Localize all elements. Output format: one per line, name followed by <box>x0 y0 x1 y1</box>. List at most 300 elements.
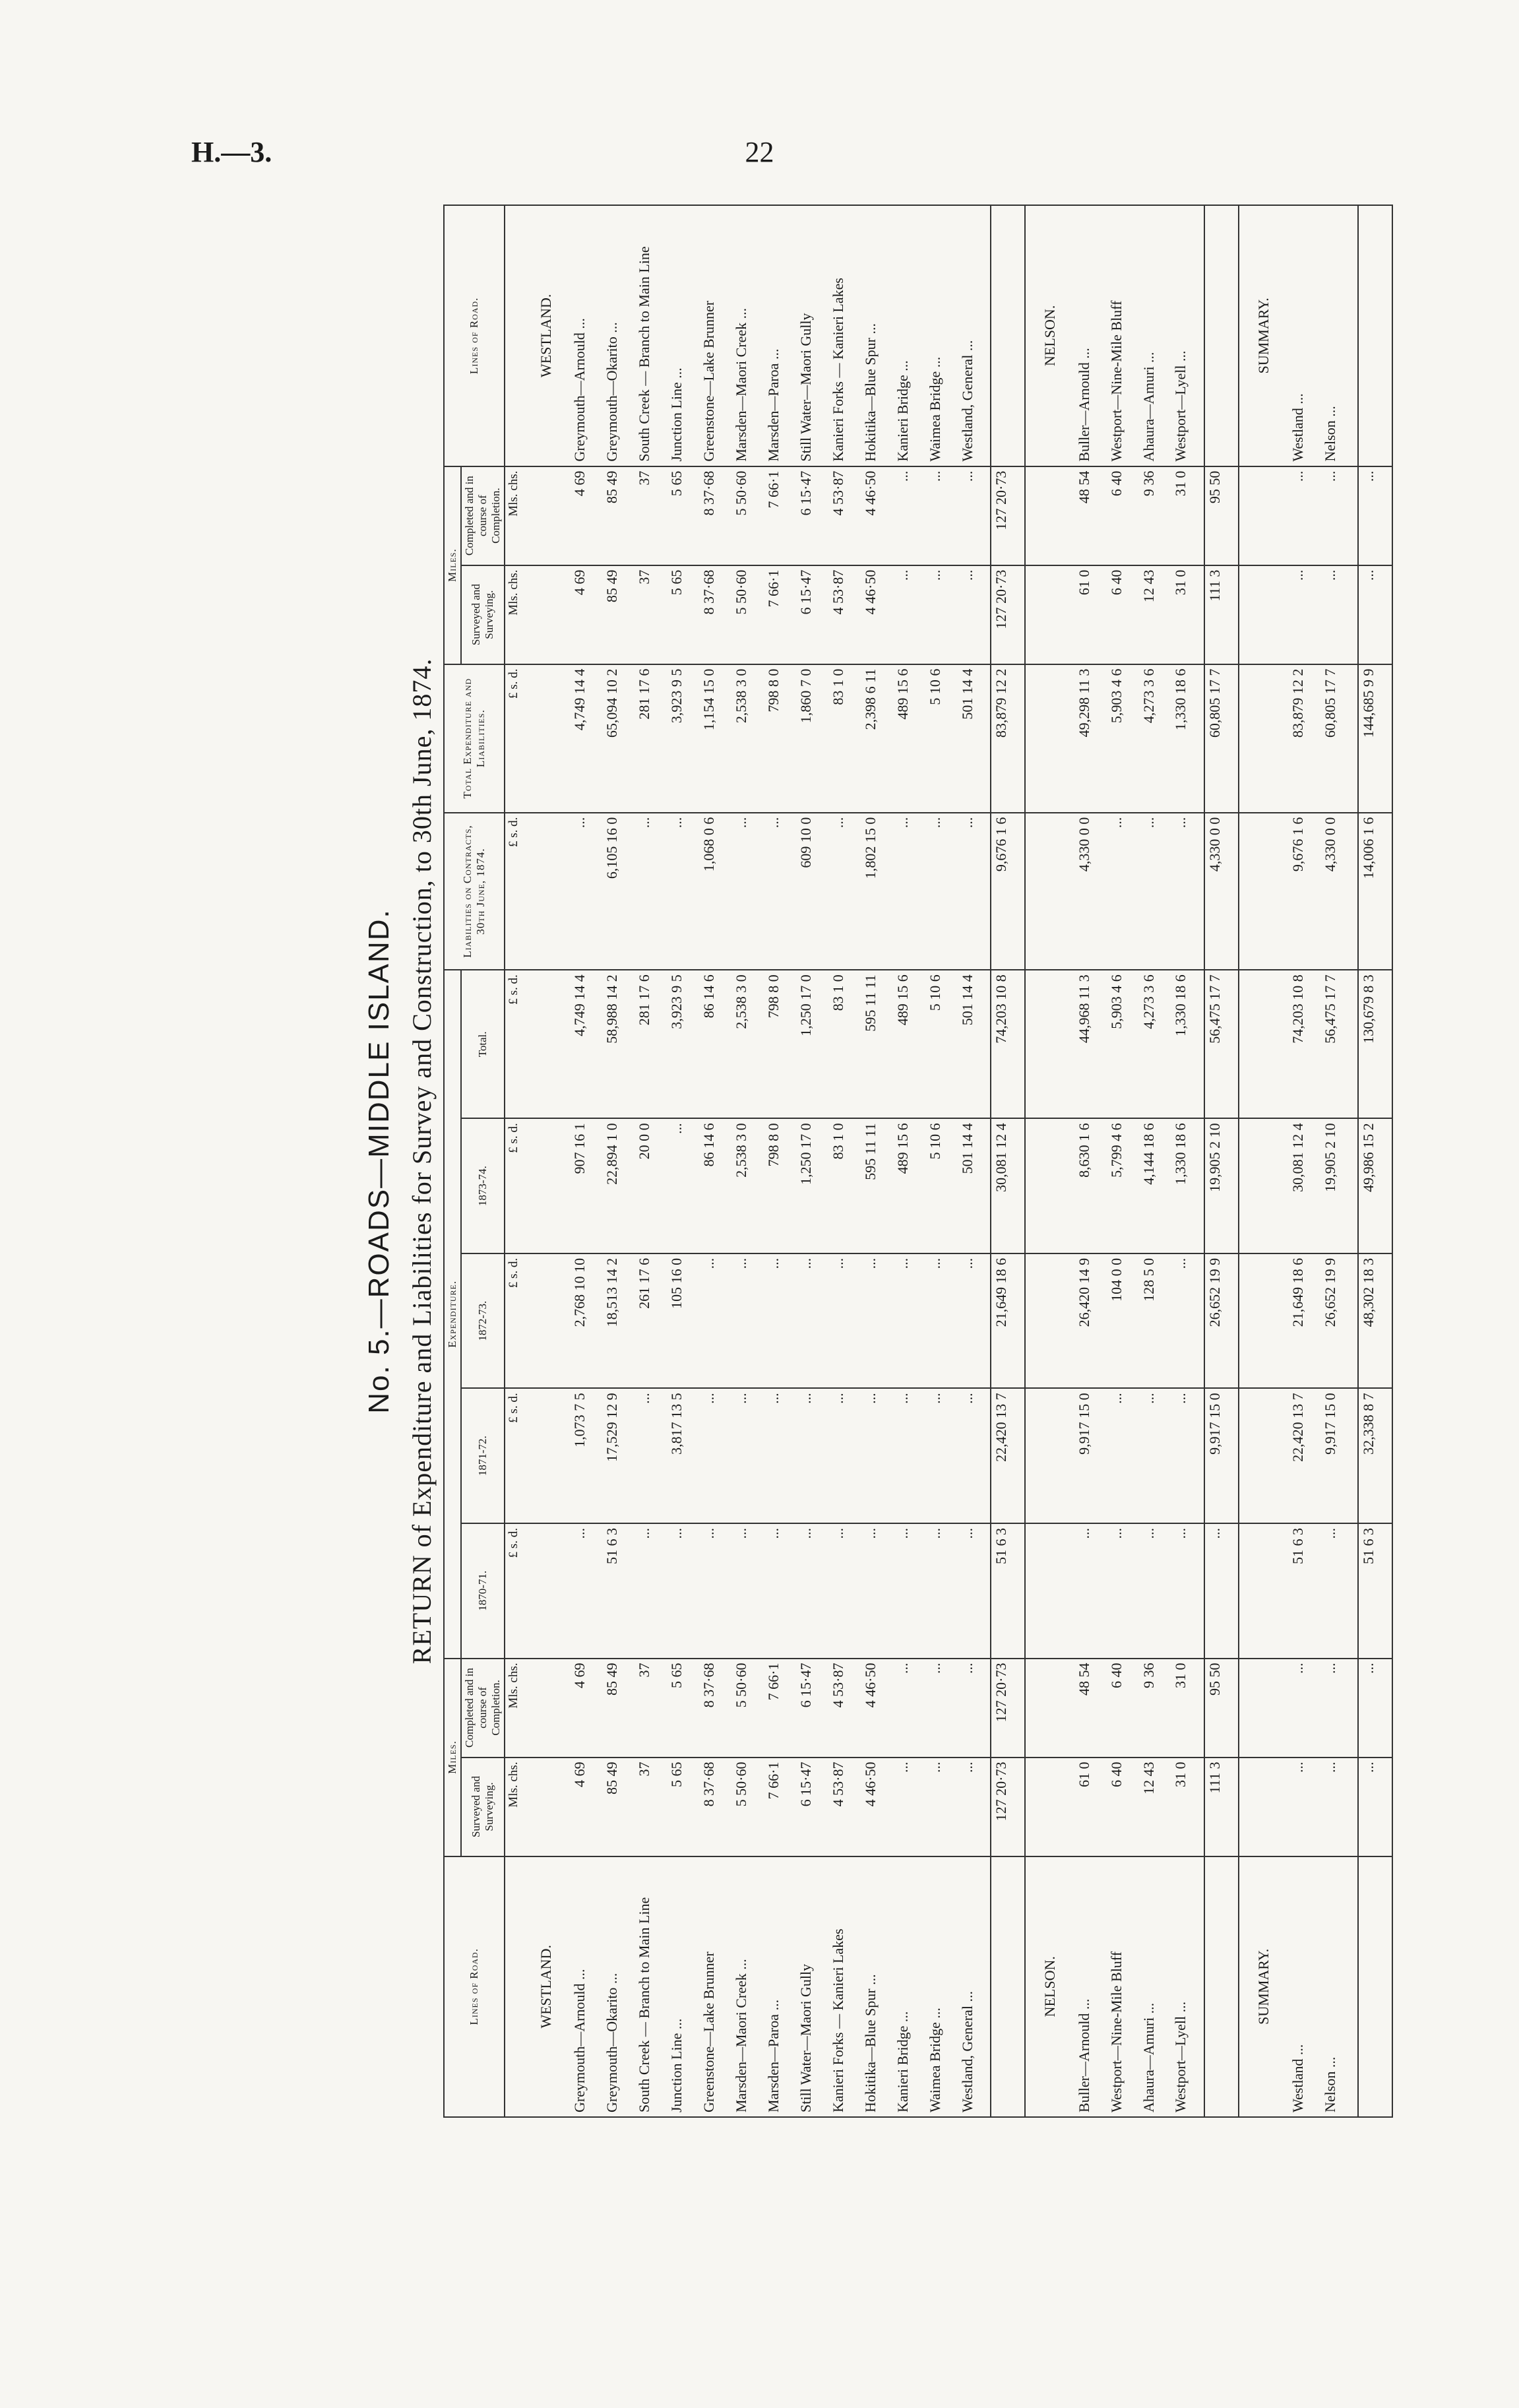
cell-y1872: ... <box>925 1253 958 1389</box>
road-name: Kanieri Forks — Kanieri Lakes <box>828 1856 861 2117</box>
table-row <box>1107 205 1139 2117</box>
cell-liab: ... <box>1171 813 1204 970</box>
cell-y1872: ... <box>1171 1253 1204 1389</box>
cell-y1871: ... <box>958 1388 991 1523</box>
empty-cell <box>1239 664 1251 813</box>
cell-y1872: ... <box>731 1253 764 1389</box>
cell-grand: 1,154 15 0 <box>699 664 731 813</box>
cell-grand: 4,749 14 4 <box>570 664 602 813</box>
road-name-empty <box>1204 205 1239 466</box>
cell-y1873: 1,330 18 6 <box>1171 1118 1204 1253</box>
rotated-return-table <box>357 205 1403 2118</box>
road-name: Westport—Lyell ... <box>1171 1856 1204 2117</box>
cell-total: 1,250 17 0 <box>796 970 828 1118</box>
empty-cell <box>1352 1253 1357 1389</box>
unit-miles: Mls. chs. <box>505 466 534 565</box>
cell-y1872: 18,513 14 2 <box>602 1253 635 1389</box>
cell-y1871: ... <box>1139 1388 1171 1523</box>
table-body <box>505 205 1392 2117</box>
cell-y1871: ... <box>1107 1388 1139 1523</box>
cell-surv-right: 5 65 <box>667 565 699 664</box>
cell-y1872: 21,649 18 6 <box>991 1253 1025 1389</box>
road-name-right: Waimea Bridge ... <box>925 205 958 466</box>
cell-y1873: 4,144 18 6 <box>1139 1118 1171 1253</box>
cell-comp-right: 5 65 <box>667 466 699 565</box>
empty-cell <box>1239 1659 1251 1758</box>
empty-cell <box>1239 205 1251 466</box>
empty-cell <box>1239 1758 1251 1856</box>
table-row <box>1171 205 1204 2117</box>
cell-surv-right: 37 <box>635 565 667 664</box>
cell-y1873: 595 11 11 <box>861 1118 893 1253</box>
cell-grand: 501 14 4 <box>958 664 991 813</box>
table-row <box>958 205 991 2117</box>
empty-cell <box>1038 1388 1074 1523</box>
road-name-right: Buller—Arnould ... <box>1074 205 1107 466</box>
cell-comp-right: 8 37·68 <box>699 466 731 565</box>
cell-total: 83 1 0 <box>828 970 861 1118</box>
cell-surv-right: ... <box>1320 565 1353 664</box>
cell-grand: 83,879 12 2 <box>991 664 1025 813</box>
header-surveyed-right: Surveyed and Surveying. <box>461 565 505 664</box>
cell-y1873: 2,538 3 0 <box>731 1118 764 1253</box>
cell-liab: 1,802 15 0 <box>861 813 893 970</box>
road-name: Ahaura—Amuri ... <box>1139 1856 1171 2117</box>
cell-liab: 14,006 1 6 <box>1358 813 1392 970</box>
cell-total: 4,273 3 6 <box>1139 970 1171 1118</box>
empty-cell <box>1251 1758 1287 1856</box>
road-name-right: Kanieri Forks — Kanieri Lakes <box>828 205 861 466</box>
road-name: Marsden—Paroa ... <box>764 1856 796 2117</box>
table-row <box>796 205 828 2117</box>
cell-y1870: ... <box>764 1523 796 1659</box>
empty-cell <box>1239 1388 1251 1523</box>
empty-cell <box>1025 1118 1038 1253</box>
empty-cell <box>1025 1758 1038 1856</box>
cell-surv: 12 43 <box>1139 1758 1171 1856</box>
cell-comp: ... <box>893 1659 925 1758</box>
cell-liab: ... <box>828 813 861 970</box>
cell-surv-right: 6 15·47 <box>796 565 828 664</box>
cell-comp: 37 <box>635 1659 667 1758</box>
table-row <box>570 205 602 2117</box>
cell-y1872: ... <box>828 1253 861 1389</box>
group-heading-westland <box>534 205 570 2117</box>
cell-total: 86 14 6 <box>699 970 731 1118</box>
empty-cell <box>1251 1659 1287 1758</box>
cell-y1871: ... <box>635 1388 667 1523</box>
cell-surv-right: 31 0 <box>1171 565 1204 664</box>
empty-cell <box>1038 466 1074 565</box>
cell-total: 489 15 6 <box>893 970 925 1118</box>
road-name-right: Westport—Nine-Mile Bluff <box>1107 205 1139 466</box>
empty-cell <box>1251 1523 1287 1659</box>
cell-comp-right: 5 50·60 <box>731 466 764 565</box>
cell-comp: ... <box>1288 1659 1320 1758</box>
page-number: 22 <box>745 136 774 168</box>
unit-money: £ s. d. <box>505 1388 534 1523</box>
cell-y1871: ... <box>699 1388 731 1523</box>
group-heading: SUMMARY. <box>1251 205 1287 466</box>
cell-surv: 7 66·1 <box>764 1758 796 1856</box>
road-name-right: Ahaura—Amuri ... <box>1139 205 1171 466</box>
cell-y1871: ... <box>925 1388 958 1523</box>
cell-y1872: ... <box>699 1253 731 1389</box>
cell-y1871: ... <box>893 1388 925 1523</box>
road-name: Waimea Bridge ... <box>925 1856 958 2117</box>
cell-surv: 127 20·73 <box>991 1758 1025 1856</box>
cell-y1871: ... <box>828 1388 861 1523</box>
cell-liab: ... <box>925 813 958 970</box>
cell-liab: 4,330 0 0 <box>1204 813 1239 970</box>
road-name: Westland ... <box>1288 1856 1320 2117</box>
cell-liab: ... <box>893 813 925 970</box>
cell-y1871: ... <box>731 1388 764 1523</box>
header-completed: Completed and in course of Completion. <box>461 1659 505 1758</box>
cell-grand: 65,094 10 2 <box>602 664 635 813</box>
cell-surv: ... <box>1358 1758 1392 1856</box>
cell-surv-right: 12 43 <box>1139 565 1171 664</box>
cell-surv: 85 49 <box>602 1758 635 1856</box>
cell-y1873: 8,630 1 6 <box>1074 1118 1107 1253</box>
cell-total: 5 10 6 <box>925 970 958 1118</box>
cell-comp-right: ... <box>958 466 991 565</box>
empty-cell <box>1025 466 1038 565</box>
cell-y1873: 83 1 0 <box>828 1118 861 1253</box>
cell-surv: ... <box>925 1758 958 1856</box>
empty-cell <box>1025 1253 1038 1389</box>
cell-y1872: ... <box>861 1253 893 1389</box>
empty-cell <box>1239 1118 1251 1253</box>
cell-y1872: ... <box>764 1253 796 1389</box>
westland-total-row <box>991 205 1025 2117</box>
cell-comp-right: 4 69 <box>570 466 602 565</box>
cell-comp-right: 48 54 <box>1074 466 1107 565</box>
header-surveyed: Surveyed and Surveying. <box>461 1758 505 1856</box>
cell-y1872: 2,768 10 10 <box>570 1253 602 1389</box>
group-heading: WESTLAND. <box>534 205 570 466</box>
cell-y1873: 30,081 12 4 <box>991 1118 1025 1253</box>
empty-cell <box>1025 813 1038 970</box>
cell-surv-right: ... <box>893 565 925 664</box>
cell-comp: 48 54 <box>1074 1659 1107 1758</box>
title-block <box>357 205 443 2118</box>
cell-grand: 281 17 6 <box>635 664 667 813</box>
cell-liab: ... <box>1139 813 1171 970</box>
page-reference: H.—3. <box>191 136 272 168</box>
empty-cell <box>1025 1523 1038 1659</box>
cell-comp: ... <box>1320 1659 1353 1758</box>
road-name: Buller—Arnould ... <box>1074 1856 1107 2117</box>
nelson-total-row <box>1204 205 1239 2117</box>
unit-miles: Mls. chs. <box>505 1758 534 1856</box>
cell-total: 130,679 8 3 <box>1358 970 1392 1118</box>
road-name-right: South Creek — Branch to Main Line <box>635 205 667 466</box>
unit-money: £ s. d. <box>505 1118 534 1253</box>
road-name: Kanieri Bridge ... <box>893 1856 925 2117</box>
road-name: Greymouth—Okarito ... <box>602 1856 635 2117</box>
empty-cell <box>1352 813 1357 970</box>
group-heading: WESTLAND. <box>534 1856 570 2117</box>
unit-money: £ s. d. <box>505 970 534 1118</box>
cell-y1872: 26,652 19 9 <box>1204 1253 1239 1389</box>
header-1872: 1872-73. <box>461 1253 505 1389</box>
empty-cell <box>1038 970 1074 1118</box>
empty-cell <box>1352 1523 1357 1659</box>
empty-cell <box>1038 1253 1074 1389</box>
cell-comp: 85 49 <box>602 1659 635 1758</box>
cell-surv-right: ... <box>925 565 958 664</box>
cell-y1870: ... <box>1204 1523 1239 1659</box>
cell-y1870: ... <box>1171 1523 1204 1659</box>
cell-y1871: ... <box>1171 1388 1204 1523</box>
empty-cell <box>1038 1523 1074 1659</box>
cell-comp-right: 127 20·73 <box>991 466 1025 565</box>
cell-liab: ... <box>1107 813 1139 970</box>
cell-total: 1,330 18 6 <box>1171 970 1204 1118</box>
empty-cell <box>1251 565 1287 664</box>
cell-y1872: ... <box>958 1253 991 1389</box>
group-heading: NELSON. <box>1038 1856 1074 2117</box>
cell-y1870: 51 6 3 <box>602 1523 635 1659</box>
cell-surv-right: 5 50·60 <box>731 565 764 664</box>
empty-cell <box>1239 1856 1251 2117</box>
cell-surv-right: ... <box>958 565 991 664</box>
empty-cell <box>1239 1523 1251 1659</box>
header-lines-of-road: Lines of Road. <box>444 1856 505 2117</box>
cell-total: 56,475 17 7 <box>1320 970 1353 1118</box>
cell-comp: 5 50·60 <box>731 1659 764 1758</box>
cell-y1871: 1,073 7 5 <box>570 1388 602 1523</box>
cell-y1872: 21,649 18 6 <box>1288 1253 1320 1389</box>
header-1871: 1871-72. <box>461 1388 505 1523</box>
road-name: Still Water—Maori Gully <box>796 1856 828 2117</box>
table-row <box>925 205 958 2117</box>
cell-comp: ... <box>958 1659 991 1758</box>
cell-y1871: 9,917 15 0 <box>1204 1388 1239 1523</box>
cell-total: 3,923 9 5 <box>667 970 699 1118</box>
cell-y1872: 104 0 0 <box>1107 1253 1139 1389</box>
header-1870: 1870-71. <box>461 1523 505 1659</box>
cell-comp-right: ... <box>1320 466 1353 565</box>
units-row <box>505 205 534 2117</box>
cell-total: 44,968 11 3 <box>1074 970 1107 1118</box>
cell-y1873: 489 15 6 <box>893 1118 925 1253</box>
cell-total: 281 17 6 <box>635 970 667 1118</box>
road-name-right: Still Water—Maori Gully <box>796 205 828 466</box>
cell-surv-right: 7 66·1 <box>764 565 796 664</box>
cell-y1870: ... <box>925 1523 958 1659</box>
cell-y1873: 907 16 1 <box>570 1118 602 1253</box>
cell-total: 4,749 14 4 <box>570 970 602 1118</box>
empty-cell <box>1025 1388 1038 1523</box>
empty-cell <box>1251 813 1287 970</box>
table-row <box>699 205 731 2117</box>
cell-comp: 31 0 <box>1171 1659 1204 1758</box>
road-name: Marsden—Maori Creek ... <box>731 1856 764 2117</box>
cell-liab: 4,330 0 0 <box>1320 813 1353 970</box>
table-row <box>1320 205 1353 2117</box>
cell-y1872: 26,652 19 9 <box>1320 1253 1353 1389</box>
header-expenditure: Expenditure. <box>444 970 461 1658</box>
cell-y1871: 9,917 15 0 <box>1320 1388 1353 1523</box>
empty-cell <box>1038 1758 1074 1856</box>
cell-total: 74,203 10 8 <box>1288 970 1320 1118</box>
empty-cell <box>1025 664 1038 813</box>
header-lines-of-road-right: Lines of Road. <box>444 205 505 466</box>
group-heading: NELSON. <box>1038 205 1074 466</box>
header-total: Total. <box>461 970 505 1118</box>
cell-y1870: ... <box>699 1523 731 1659</box>
cell-y1870: ... <box>796 1523 828 1659</box>
cell-comp-right: ... <box>1288 466 1320 565</box>
table-row <box>602 205 635 2117</box>
empty-cell <box>1038 1118 1074 1253</box>
page-header <box>191 135 1328 175</box>
cell-grand: 83,879 12 2 <box>1288 664 1320 813</box>
cell-y1873: 798 8 0 <box>764 1118 796 1253</box>
empty-cell <box>1352 664 1357 813</box>
road-name: Nelson ... <box>1320 1856 1353 2117</box>
cell-liab: ... <box>764 813 796 970</box>
unit-miles: Mls. chs. <box>505 565 534 664</box>
cell-surv: ... <box>958 1758 991 1856</box>
cell-y1872: 48,302 18 3 <box>1358 1253 1392 1389</box>
table-subtitle: RETURN of Expenditure and Liabilities for Survey and Construction, to 30th June, 1874. <box>407 658 437 1664</box>
cell-y1871: 22,420 13 7 <box>991 1388 1025 1523</box>
cell-surv: ... <box>1320 1758 1353 1856</box>
road-name-right: Greymouth—Okarito ... <box>602 205 635 466</box>
cell-liab: 6,105 16 0 <box>602 813 635 970</box>
cell-surv: 111 3 <box>1204 1758 1239 1856</box>
empty-cell <box>1352 565 1357 664</box>
empty-cell <box>1038 664 1074 813</box>
empty-cell <box>1251 1388 1287 1523</box>
table-row <box>731 205 764 2117</box>
cell-comp-right: 7 66·1 <box>764 466 796 565</box>
cell-y1873: 1,250 17 0 <box>796 1118 828 1253</box>
header-1873: 1873-74. <box>461 1118 505 1253</box>
cell-y1873: 501 14 4 <box>958 1118 991 1253</box>
cell-comp: 6 15·47 <box>796 1659 828 1758</box>
empty-cell <box>1038 813 1074 970</box>
cell-comp: ... <box>1358 1659 1392 1758</box>
cell-y1873: 22,894 1 0 <box>602 1118 635 1253</box>
empty-cell <box>1025 970 1038 1118</box>
cell-surv: 5 65 <box>667 1758 699 1856</box>
empty-cell <box>1025 1659 1038 1758</box>
cell-total: 58,988 14 2 <box>602 970 635 1118</box>
cell-liab: ... <box>635 813 667 970</box>
table-row <box>893 205 925 2117</box>
cell-liab: ... <box>570 813 602 970</box>
cell-grand: 4,273 3 6 <box>1139 664 1171 813</box>
road-name: Westport—Nine-Mile Bluff <box>1107 1856 1139 2117</box>
road-name: Hokitika—Blue Spur ... <box>861 1856 893 2117</box>
cell-y1871: ... <box>764 1388 796 1523</box>
cell-y1870: ... <box>893 1523 925 1659</box>
table-row <box>1074 205 1107 2117</box>
cell-y1871: 22,420 13 7 <box>1288 1388 1320 1523</box>
cell-comp: ... <box>925 1659 958 1758</box>
cell-surv: 4 53·87 <box>828 1758 861 1856</box>
empty-cell <box>1251 466 1287 565</box>
road-name: Westland, General ... <box>958 1856 991 2117</box>
cell-liab: 9,676 1 6 <box>1288 813 1320 970</box>
cell-grand: 489 15 6 <box>893 664 925 813</box>
unit-money: £ s. d. <box>505 1253 534 1389</box>
cell-liab: 9,676 1 6 <box>991 813 1025 970</box>
cell-surv-right: 127 20·73 <box>991 565 1025 664</box>
header-completed-right: Completed and in course of Completion. <box>461 466 505 565</box>
road-name-right: Nelson ... <box>1320 205 1353 466</box>
cell-liab: ... <box>667 813 699 970</box>
cell-comp: 4 46·50 <box>861 1659 893 1758</box>
expenditure-table <box>443 205 1393 2118</box>
cell-comp: 5 65 <box>667 1659 699 1758</box>
road-name-right: Westland ... <box>1288 205 1320 466</box>
cell-y1873: 30,081 12 4 <box>1288 1118 1320 1253</box>
cell-y1871: 32,338 8 7 <box>1358 1388 1392 1523</box>
cell-y1873: 86 14 6 <box>699 1118 731 1253</box>
empty-cell <box>1352 466 1357 565</box>
empty-cell <box>1352 1758 1357 1856</box>
cell-surv: 4 69 <box>570 1758 602 1856</box>
unit-money: £ s. d. <box>505 1523 534 1659</box>
cell-surv: 6 40 <box>1107 1758 1139 1856</box>
cell-surv: 31 0 <box>1171 1758 1204 1856</box>
cell-y1871: 17,529 12 9 <box>602 1388 635 1523</box>
cell-comp-right: 95 50 <box>1204 466 1239 565</box>
cell-grand: 60,805 17 7 <box>1204 664 1239 813</box>
road-name-empty <box>1204 1856 1239 2117</box>
empty-cell <box>1025 1856 1038 2117</box>
cell-total: 798 8 0 <box>764 970 796 1118</box>
table-title: No. 5.—ROADS—MIDDLE ISLAND. <box>363 908 395 1414</box>
cell-y1870: ... <box>667 1523 699 1659</box>
road-name-right: Kanieri Bridge ... <box>893 205 925 466</box>
cell-y1873: 20 0 0 <box>635 1118 667 1253</box>
cell-liab: ... <box>958 813 991 970</box>
cell-surv: 37 <box>635 1758 667 1856</box>
cell-grand: 5 10 6 <box>925 664 958 813</box>
header-miles-right: Miles. <box>444 466 461 664</box>
cell-comp-right: ... <box>1358 466 1392 565</box>
cell-surv: 61 0 <box>1074 1758 1107 1856</box>
empty-cell <box>1239 565 1251 664</box>
cell-y1873: 19,905 2 10 <box>1204 1118 1239 1253</box>
cell-y1871: 9,917 15 0 <box>1074 1388 1107 1523</box>
cell-liab: ... <box>731 813 764 970</box>
empty-cell <box>1025 565 1038 664</box>
cell-grand: 5,903 4 6 <box>1107 664 1139 813</box>
cell-y1873: 5 10 6 <box>925 1118 958 1253</box>
cell-y1870: ... <box>570 1523 602 1659</box>
header-liabilities: Liabilities on Contracts, 30th June, 1874. <box>444 813 505 970</box>
cell-y1873: 19,905 2 10 <box>1320 1118 1353 1253</box>
cell-y1870: 51 6 3 <box>1288 1523 1320 1659</box>
cell-comp-right: 6 15·47 <box>796 466 828 565</box>
road-name-right: Greenstone—Lake Brunner <box>699 205 731 466</box>
cell-comp-right: 9 36 <box>1139 466 1171 565</box>
empty-cell <box>1239 1253 1251 1389</box>
filler-row <box>1352 205 1357 2117</box>
empty-cell <box>1038 1659 1074 1758</box>
cell-y1871: ... <box>796 1388 828 1523</box>
cell-comp: 8 37·68 <box>699 1659 731 1758</box>
cell-grand: 2,398 6 11 <box>861 664 893 813</box>
cell-grand: 3,923 9 5 <box>667 664 699 813</box>
